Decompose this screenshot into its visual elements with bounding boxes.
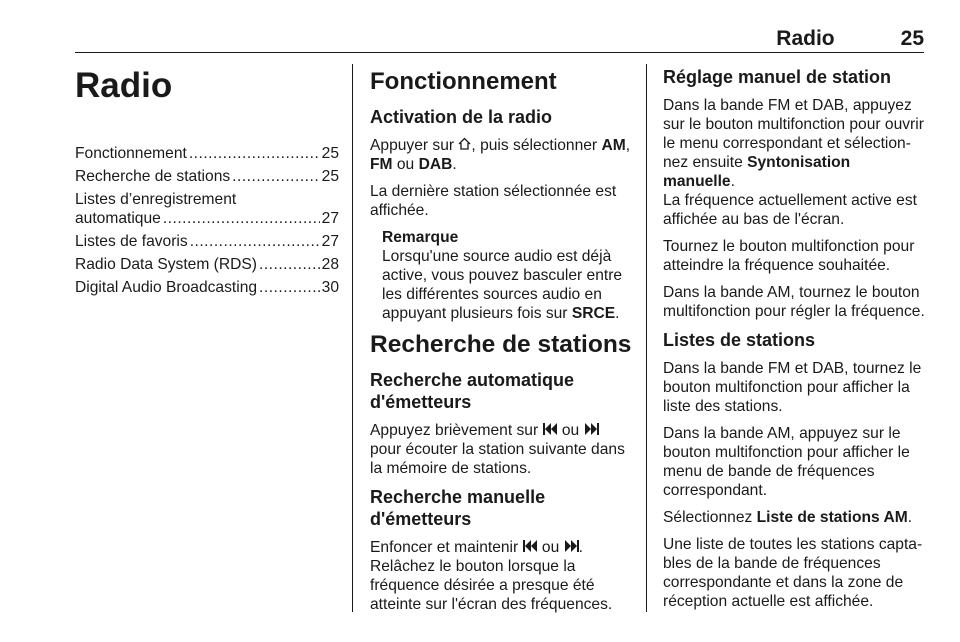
text: Dans la bande FM et DAB, appuyez sur le bouton multifonction pour ouvrir le menu correspondant et sélection-nez ensuite [663, 97, 924, 171]
toc-entry-title: Digital Audio Broadcasting [75, 279, 258, 296]
toc-entry-page: 28 [321, 256, 339, 273]
text: pour écouter la station suivante dans la mémoire de stations. [370, 441, 625, 477]
toc-dot-leader [163, 209, 320, 228]
option-am: AM [601, 137, 626, 154]
toc-entry[interactable] [75, 255, 339, 274]
skip-forward-icon [564, 538, 579, 557]
paragraph-reglage [663, 96, 926, 191]
home-icon [458, 136, 471, 155]
toc-entry[interactable] [75, 278, 339, 297]
heading-listes-stations: Listes de stations [663, 330, 816, 350]
toc-entry-page: 25 [321, 168, 339, 185]
paragraph-release: Relâchez le bouton lorsque la fréquence désirée a presque été atteinte sur l'écran des fréquences. [370, 558, 613, 613]
paragraph-last-station: La dernière station sélectionnée est affichée. [370, 183, 617, 219]
toc-entry-title: Radio Data System (RDS) [75, 256, 257, 273]
toc-entry-page: 27 [321, 210, 339, 227]
toc-entry-title: Listes de favoris [75, 233, 188, 250]
toc-entry-title-line1: Listes d’enregistrement [75, 191, 237, 208]
toc-entry[interactable] [75, 167, 339, 186]
remark-text: Lorsqu'une source audio est déjà active, vous pouvez basculer entre les différentes sources audio en appuyant plusieurs fois sur [382, 248, 623, 322]
remark-box [382, 228, 632, 323]
heading-reglage: Réglage manuel de station [663, 67, 892, 87]
heading-recherche-manuelle: Recherche manuelle d'émetteurs [370, 487, 546, 529]
paragraph-recherche-manuelle [370, 538, 632, 557]
text: ou [541, 539, 560, 556]
toc-entry-page: 27 [321, 233, 339, 250]
option-fm: FM [370, 156, 393, 173]
text: Appuyer sur [370, 137, 455, 154]
toc-entry-title: Recherche de stations [75, 168, 231, 185]
paragraph-recherche-auto [370, 421, 632, 478]
chapter-title: Radio [75, 66, 173, 105]
text: . [578, 539, 583, 556]
menu-option-liste-am: Liste de stations AM [756, 509, 908, 526]
skip-back-icon [543, 421, 558, 440]
toc-entry-title-line2: automatique [75, 210, 161, 227]
text: . [907, 509, 913, 526]
text: , [625, 137, 631, 154]
paragraph-listes-fm: Dans la bande FM et DAB, tournez le bouton multifonction pour afficher la liste des stations. [663, 360, 922, 415]
skip-forward-icon [584, 421, 599, 440]
heading-activation: Activation de la radio [370, 107, 553, 127]
remark-label: Remarque [382, 229, 459, 246]
page-header [776, 27, 924, 51]
toc-dot-leader [259, 278, 320, 297]
toc-dot-leader [189, 144, 320, 163]
toc-dot-leader [259, 255, 320, 274]
toc-entry-page: 25 [321, 145, 339, 162]
toc-dot-leader [232, 167, 319, 186]
heading-fonctionnement: Fonctionnement [370, 68, 557, 95]
text: . [452, 156, 457, 173]
header-rule [75, 52, 924, 53]
paragraph-activation [370, 136, 632, 174]
paragraph-bande-am: Dans la bande AM, tournez le bouton multifonction pour régler la fréquence. [663, 284, 925, 320]
srce-button-label: SRCE [571, 305, 616, 322]
text: . [730, 173, 735, 190]
heading-recherche-auto: Recherche automatique d'émetteurs [370, 370, 575, 412]
content-column-2 [370, 62, 632, 622]
toc-entry[interactable] [75, 190, 339, 228]
heading-recherche: Recherche de stations [370, 331, 632, 358]
option-dab: DAB [418, 156, 453, 173]
paragraph-listes-am: Dans la bande AM, appuyez sur le bouton multifonction pour afficher le menu de bande de fréquences correspondant. [663, 425, 910, 499]
paragraph-selectionnez [663, 508, 926, 527]
skip-back-icon [523, 538, 538, 557]
text: . [615, 305, 620, 322]
header-page-number: 25 [900, 27, 924, 50]
toc-entry[interactable] [75, 232, 339, 251]
column-divider [352, 64, 353, 612]
text: Appuyez brièvement sur [370, 422, 539, 439]
header-section-title: Radio [776, 27, 835, 50]
toc-entry-title: Fonctionnement [75, 145, 187, 162]
paragraph-frequence-active: La fréquence actuellement active est affichée au bas de l'écran. [663, 192, 917, 228]
toc-entry-page: 30 [321, 279, 339, 296]
toc-dot-leader [190, 232, 320, 251]
text: Enfoncer et maintenir [370, 539, 519, 556]
text: , puis sélectionner [471, 137, 598, 154]
column-divider [646, 64, 647, 612]
text: Sélectionnez [663, 509, 753, 526]
toc-column [75, 62, 339, 301]
toc-entry[interactable] [75, 144, 339, 163]
menu-option-syntonisation: Syntonisation manuelle [663, 154, 851, 190]
text: ou [561, 422, 580, 439]
paragraph-liste-affichee: Une liste de toutes les stations capta-bles de la bande de fréquences correspondante et dans la zone de réception actuelle est affichée. [663, 536, 923, 610]
paragraph-tournez: Tournez le bouton multifonction pour atteindre la fréquence souhaitée. [663, 238, 915, 274]
text: ou [396, 156, 415, 173]
content-column-3 [663, 62, 926, 619]
